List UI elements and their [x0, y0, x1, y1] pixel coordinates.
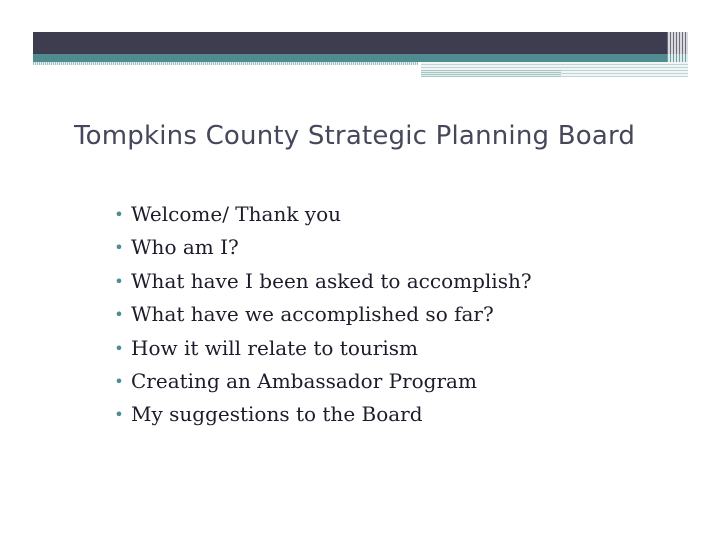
header-band-teal-striped-end	[667, 54, 688, 62]
bullet-item	[112, 298, 692, 331]
bullet-icon: •	[114, 371, 124, 391]
bullet-item	[112, 332, 692, 365]
bullet-text: My suggestions to the Board	[131, 402, 423, 427]
bullet-item	[112, 398, 692, 431]
header-band-dark	[33, 32, 667, 54]
bullet-icon: •	[114, 238, 124, 258]
bullet-text: How it will relate to tourism	[131, 335, 418, 360]
bullet-item	[112, 265, 692, 298]
bullet-item	[112, 231, 692, 264]
bullet-text: What have we accomplished so far?	[131, 302, 494, 327]
bullet-text: Welcome/ Thank you	[131, 202, 342, 226]
header-band-light-left	[33, 62, 418, 65]
bullet-icon: •	[114, 405, 124, 425]
bullet-item	[112, 365, 692, 398]
bullet-icon: •	[114, 271, 124, 291]
bullet-icon: •	[114, 338, 124, 358]
bullet-icon: •	[114, 305, 124, 325]
bullet-text: Who am I?	[131, 235, 239, 260]
bullet-list	[112, 198, 692, 432]
header-band-dark-striped-end	[667, 32, 688, 54]
bullet-icon: •	[114, 205, 124, 224]
header-decoration	[33, 32, 688, 78]
header-band-teal	[33, 54, 667, 62]
bullet-item	[112, 198, 692, 231]
slide-title: Tompkins County Strategic Planning Board	[74, 121, 636, 151]
header-band-light-right-fade	[421, 70, 561, 77]
bullet-text: Creating an Ambassador Program	[131, 368, 477, 393]
bullet-text: What have I been asked to accomplish?	[131, 268, 532, 293]
